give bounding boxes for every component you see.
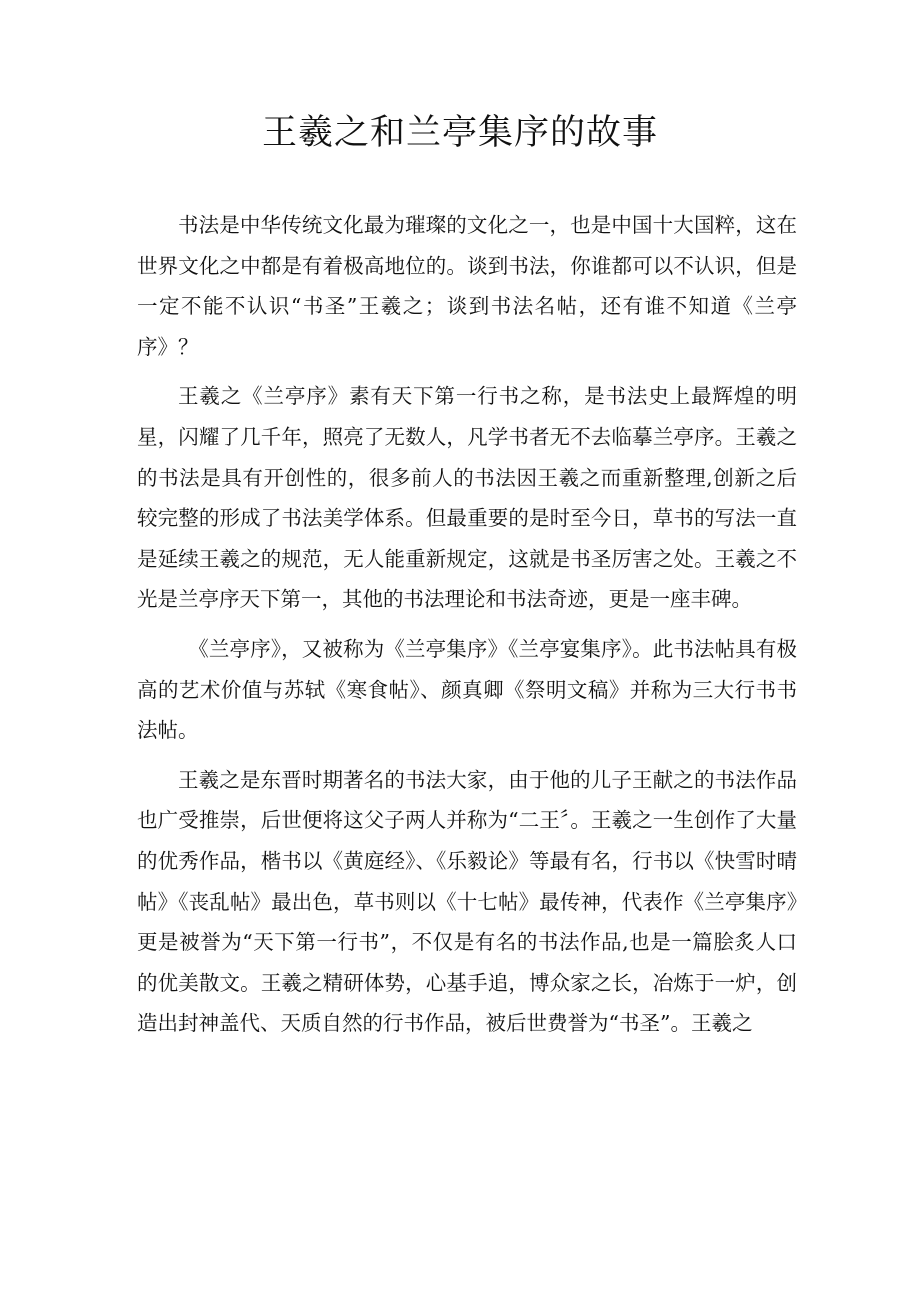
- paragraph-wang-xizhi-works: 王羲之是东晋时期著名的书法大家，由于他的儿子王献之的书法作品也广受推崇，后世便将这父子两人并称为“二王〞。王羲之一生创作了大量的优秀作品，楷书以《黄庭经》、《乐毅论》等最有名，行书以《快雪时晴帖》《丧乱帖》最出色，草书则以《十七帖》最传神，代表作《兰亭集序》更是被誉为“天下第一行书”，不仅是有名的书法作品,也是一篇脍炙人口的优美散文。王羲之精研体势，心基手追，博众家之长，冶炼于一炉，创造出封神盖代、天质自然的行书作品，被后世费誉为“书圣”。王羲之: [137, 767, 797, 1036]
- paragraph-lanting-significance: 王羲之《兰亭序》素有天下第一行书之称，是书法史上最辉煌的明星，闪耀了几千年，照亮了无数人，凡学书者无不去临摹兰亭序。王羲之的书法是具有开创性的，很多前人的书法因王羲之而重新整理,创新之后较完整的形成了书法美学体系。但最重要的是时至今日，草书的写法一直是延续王羲之的规范，无人能重新规定，这就是书圣厉害之处。王羲之不光是兰亭序天下第一，其他的书法理论和书法奇迹，更是一座丰碑。: [137, 384, 797, 612]
- document-title: 王羲之和兰亭集序的故事: [261, 113, 658, 153]
- paragraph-intro: 书法是中华传统文化最为璀璨的文化之一，也是中国十大国粹，这在世界文化之中都是有着极高地位的。谈到书法，你谁都可以不认识，但是一定不能不认识“书圣”王羲之；谈到书法名帖，还有谁不知道《兰亭序》？: [137, 213, 797, 359]
- paragraph-lanting-names: 《兰亭序》，又被称为《兰亭集序》《兰亭宴集序》。此书法帖具有极高的艺术价值与苏轼《寒食帖》、颜真卿《祭明文稿》并称为三大行书书法帖。: [137, 636, 797, 743]
- document-body: [137, 205, 797, 1044]
